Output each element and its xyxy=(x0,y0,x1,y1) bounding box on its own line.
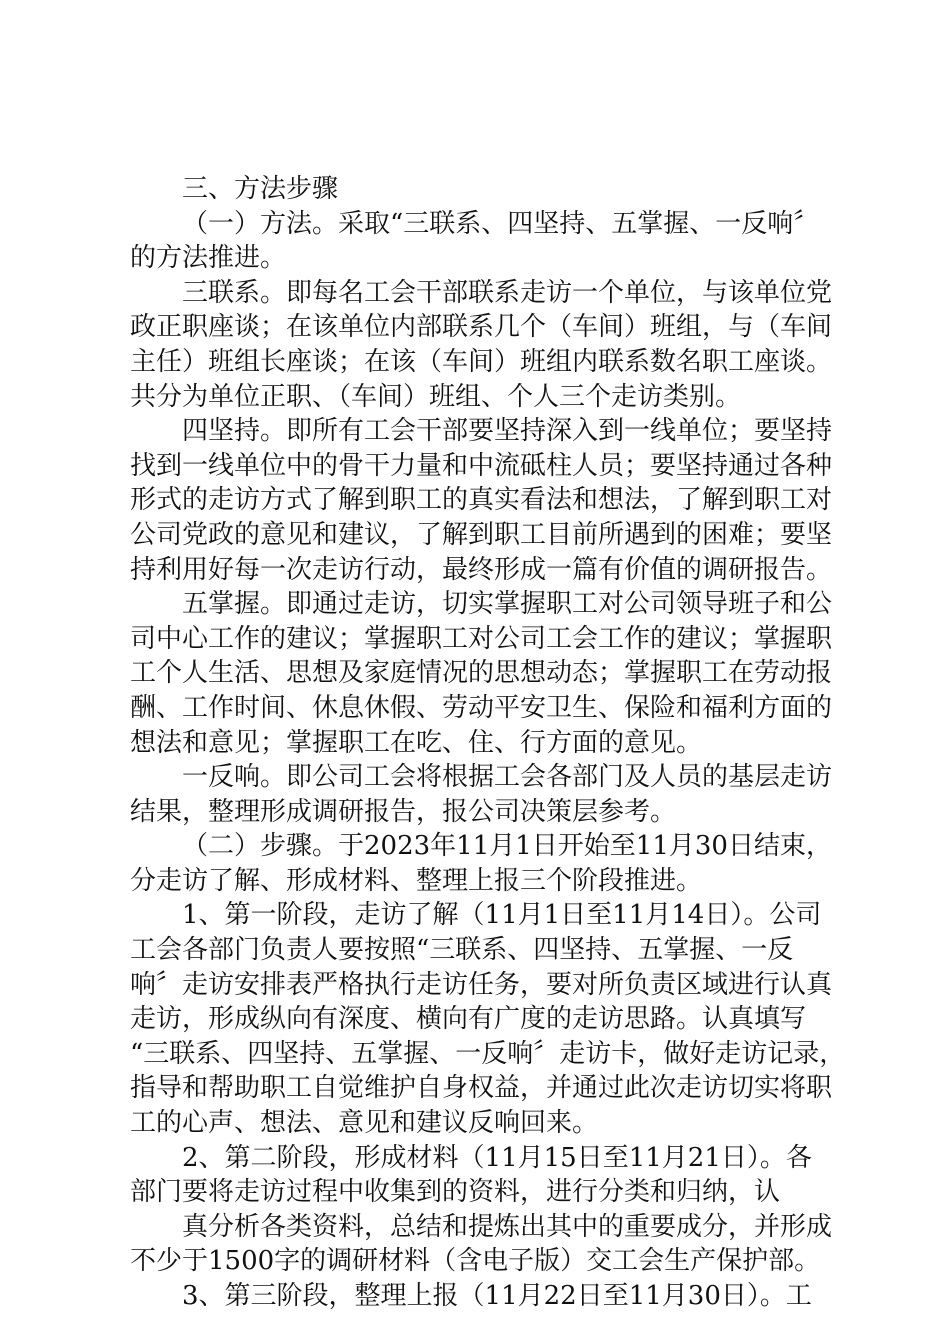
text-line: 工个人生活、思想及家庭情况的思想动态；掌握职工在劳动报 xyxy=(130,658,833,689)
text-line: “三联系、四坚持、五掌握、一反响〞走访卡，做好走访记录， xyxy=(130,1038,846,1069)
text-line: 酬、工作时间、休息休假、劳动平安卫生、保险和福利方面的 xyxy=(130,692,833,723)
text-line: 想法和意见；掌握职工在吃、住、行方面的意见。 xyxy=(130,727,703,758)
text-line: 找到一线单位中的骨干力量和中流砥柱人员；要坚持通过各种 xyxy=(130,450,833,481)
text-line: 真分析各类资料，总结和提炼出其中的重要成分，并形成 xyxy=(182,1211,833,1242)
text-line: 三联系。即每名工会干部联系走访一个单位，与该单位党 xyxy=(182,277,833,308)
text-line: 政正职座谈；在该单位内部联系几个（车间）班组，与（车间 xyxy=(130,312,833,343)
text-line: 3、第三阶段，整理上报（11月22日至11月30日）。工 xyxy=(182,1281,812,1311)
text-line: 指导和帮助职工自觉维护自身权益，并通过此次走访切实将职 xyxy=(130,1073,833,1104)
text-line: 五掌握。即通过走访，切实掌握职工对公司领导班子和公 xyxy=(182,589,833,620)
text-line: 主任）班组长座谈；在该（车间）班组内联系数名职工座谈。 xyxy=(130,346,833,377)
text-line: 2、第二阶段，形成材料（11月15日至11月21日）。各 xyxy=(182,1142,812,1173)
text-line: 四坚持。即所有工会干部要坚持深入到一线单位；要坚持 xyxy=(182,416,833,447)
text-line: 司中心工作的建议；掌握职工对公司工会工作的建议；掌握职 xyxy=(130,623,833,654)
text-line: 结果，整理形成调研报告，报公司决策层参考。 xyxy=(130,796,677,827)
text-line: 共分为单位正职、（车间）班组、个人三个走访类别。 xyxy=(130,381,742,412)
text-line: 不少于1500字的调研材料（含电子版）交工会生产保护部。 xyxy=(130,1246,821,1277)
text-line: 分走访了解、形成材料、整理上报三个阶段推进。 xyxy=(130,865,703,896)
text-line: 走访，形成纵向有深度、横向有广度的走访思路。认真填写 xyxy=(130,1004,807,1035)
text-line: 部门要将走访过程中收集到的资料，进行分类和归纳，认 xyxy=(130,1177,781,1208)
text-line: 公司党政的意见和建议，了解到职工目前所遇到的困难；要坚 xyxy=(130,519,833,550)
text-line: 工的心声、想法、意见和建议反响回来。 xyxy=(130,1108,599,1139)
text-line: 一反响。即公司工会将根据工会各部门及人员的基层走访 xyxy=(182,762,833,793)
document-body xyxy=(130,172,846,1314)
text-line: 三、方法步骤 xyxy=(182,174,339,204)
text-line: 的方法推进。 xyxy=(130,243,287,274)
text-line: 1、第一阶段，走访了解（11月1日至11月14日）。公司 xyxy=(182,900,822,931)
text-line: 响〞走访安排表严格执行走访任务，要对所负责区域进行认真 xyxy=(130,969,833,1000)
text-line: （二）步骤。于2023年11月1日开始至11月30日结束， xyxy=(182,831,832,862)
text-line: （一）方法。采取“三联系、四坚持、五掌握、一反响〞 xyxy=(182,208,820,239)
text-line: 形式的走访方式了解到职工的真实看法和想法，了解到职工对 xyxy=(130,485,833,516)
text-line: 持利用好每一次走访行动，最终形成一篇有价值的调研报告。 xyxy=(130,554,833,585)
text-line: 工会各部门负责人要按照“三联系、四坚持、五掌握、一反 xyxy=(130,935,794,966)
